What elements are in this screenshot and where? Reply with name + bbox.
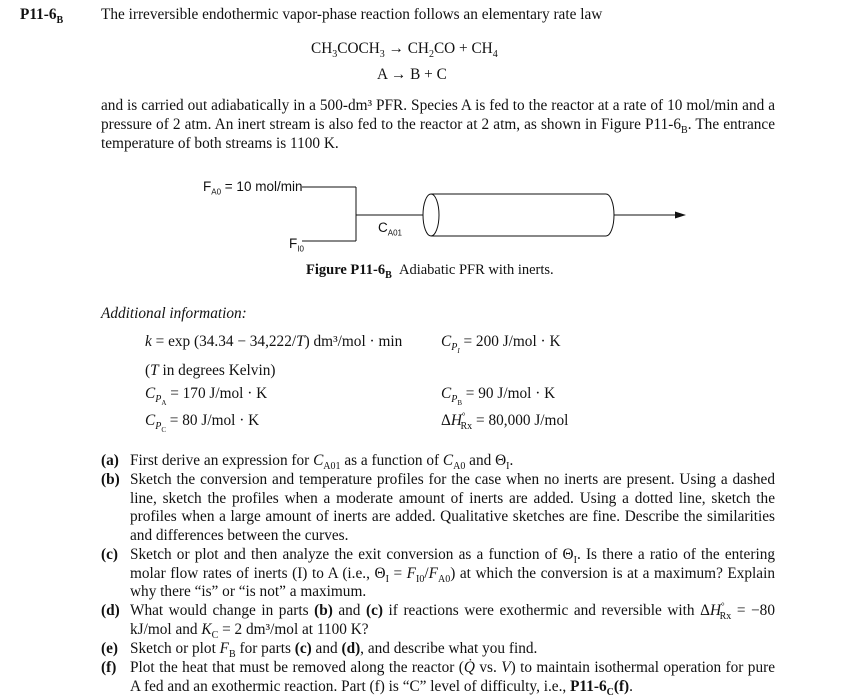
question-b: (b) Sketch the conversion and temperature profiles for the case when no inerts are present. Using a dashed line, sketch the profiles when a moderate amount of inerts are added. Using a dotted line, sketch the profiles when a large amount of inerts are added. Qualitative sketches are fine. Describe the similarities and differences between the curves. bbox=[101, 471, 775, 544]
temperature-note: (T in degrees Kelvin) bbox=[145, 362, 276, 379]
exit-arrow-icon bbox=[675, 212, 686, 219]
question-c: (c) Sketch or plot and then analyze the exit conversion as a function of $\Theta_I$. Is there a ratio of the entering molar flow rates of inerts (I) to A (i.e., $\Theta_I = F_{I0}/F_{A0}$) at which the conversion is at a maximum? Explain why there “is” or “is not” a maximum. bbox=[101, 546, 775, 601]
reaction-equation: $CH_3COCH_3 \to CH_2CO + CH_4$ bbox=[311, 40, 498, 61]
stoichiometry-equation: A → B + C bbox=[377, 66, 447, 83]
rate-constant-expression: k = exp (34.34 − 34,222/T) dm³/mol · min bbox=[145, 333, 403, 350]
reactor-outlet-arc bbox=[606, 194, 614, 236]
question-e: (e) Sketch or plot $F_B$ for parts (c) and (d), and describe what you find. bbox=[101, 640, 538, 661]
question-f: (f) Plot the heat that must be removed along the reactor (Q̇ vs. V) to maintain isothermal operation for pure A fed and an exothermic reaction. Part (f) is “C” level of difficulty, i.e., $P11-6_C(f)$. bbox=[101, 659, 775, 698]
reactor-inlet-ellipse bbox=[423, 194, 439, 236]
problem-number: $P11-6_B$ bbox=[20, 6, 64, 27]
figure-caption: Figure $P11-6_B$ Adiabatic PFR with inerts. bbox=[306, 262, 554, 281]
cp-c: $C_{P_C} = 80$ J/mol · K bbox=[145, 412, 260, 435]
heat-of-reaction: $\Delta H^\circ_{Rx} = 80,000$ J/mol bbox=[441, 410, 569, 433]
pfr-figure bbox=[0, 0, 862, 290]
cp-a: $C_{P_A} = 170$ J/mol · K bbox=[145, 385, 268, 408]
additional-info-heading: Additional information: bbox=[101, 305, 247, 322]
question-d: (d) What would change in parts (b) and (c) if reactions were exothermic and reversible with $\Delta H^\circ_{Rx} = -80$ kJ/mol and $K_C = 2$ dm³/mol at 1100 K? bbox=[101, 600, 775, 641]
intro-paragraph: and is carried out adiabatically in a 500-dm³ PFR. Species A is fed to the reactor at a rate of 10 mol/min and a pressure of 2 atm. An inert stream is also fed to the reactor at 2 atm, as shown in Figure $P11-6_B$. The entrance temperature of both streams is 1100 K. bbox=[101, 97, 776, 152]
cp-inert: $C_{P_I} = 200$ J/mol · K bbox=[441, 333, 561, 356]
cp-b: $C_{P_B} = 90$ J/mol · K bbox=[441, 385, 556, 408]
fi0-label: $F_{I0}$ bbox=[289, 236, 304, 254]
problem-title: The irreversible endothermic vapor-phase reaction follows an elementary rate law bbox=[101, 6, 603, 23]
ca01-label: $C_{A01}$ bbox=[378, 220, 402, 238]
question-a: (a) First derive an expression for $C_{A01}$ as a function of $C_{A0}$ and $\Theta_I$. bbox=[101, 452, 514, 473]
fa0-label: $F_{A0} = 10$ mol/min bbox=[203, 179, 303, 197]
